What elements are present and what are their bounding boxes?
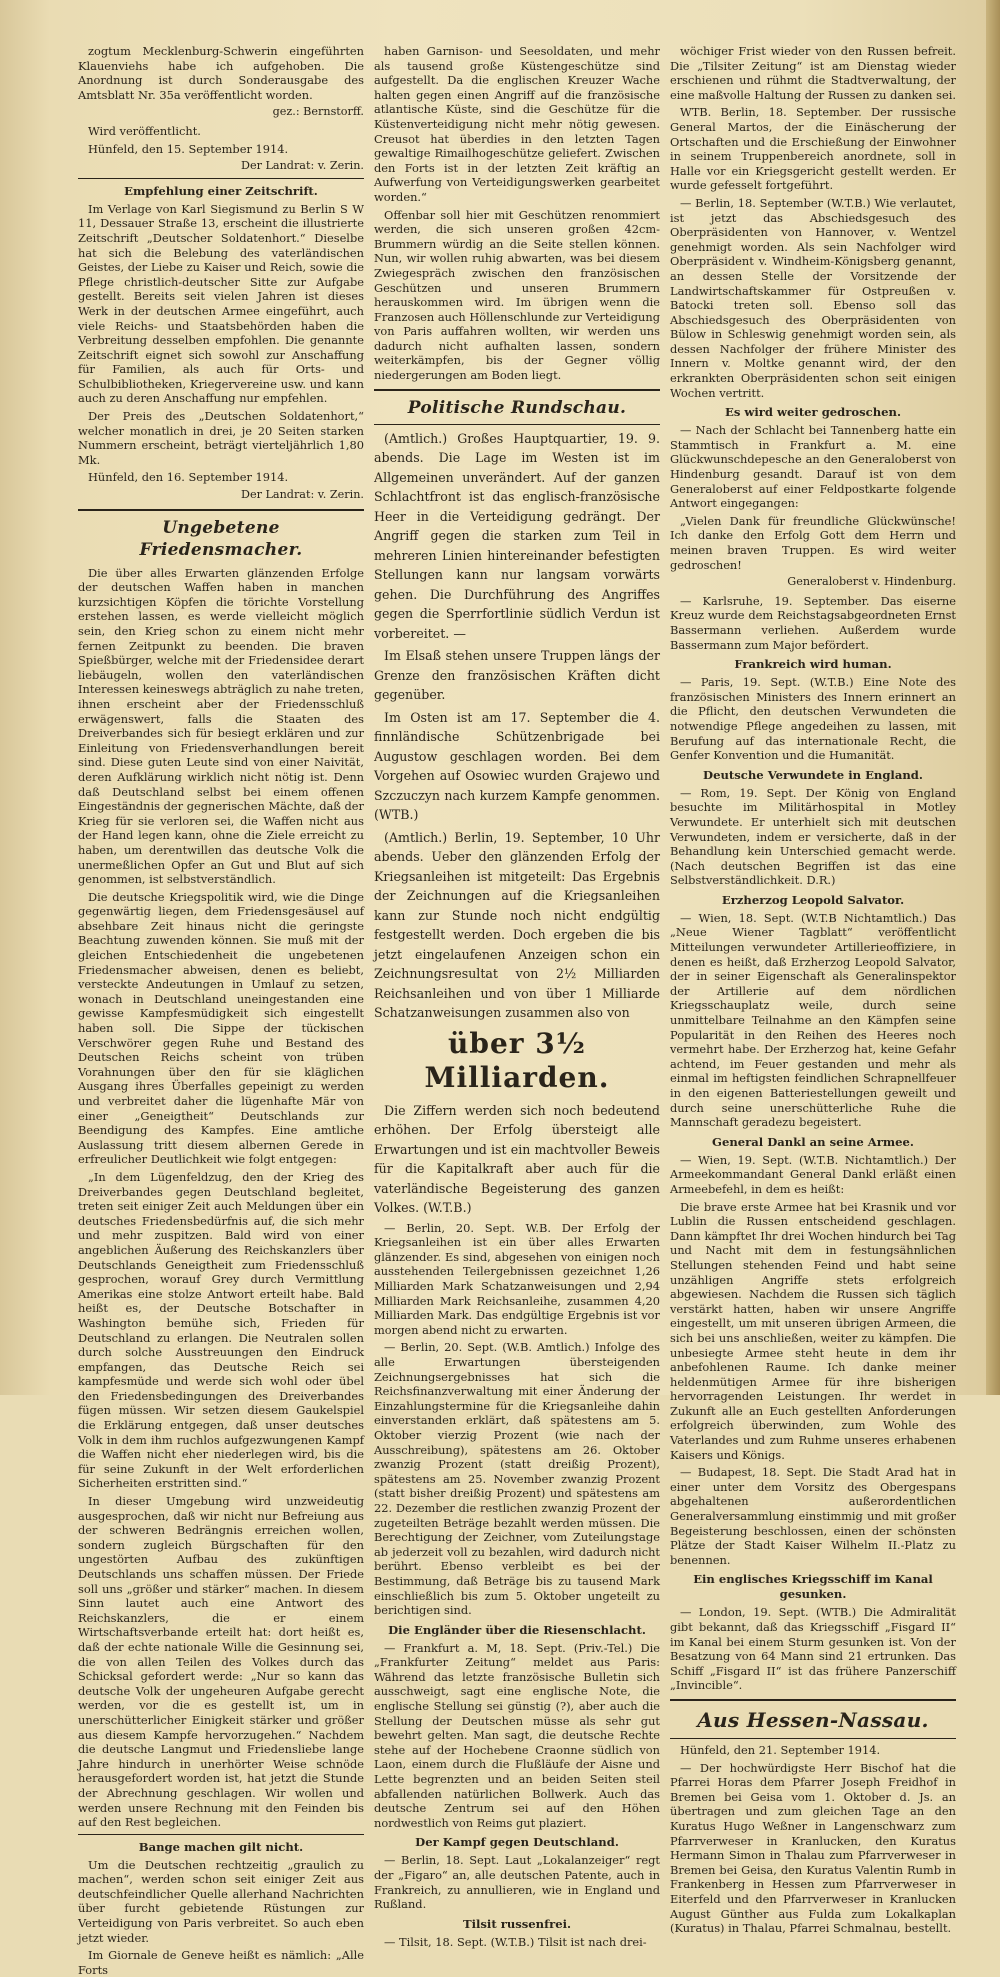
article-text: — London, 19. Sept. (WTB.) Die Admiralität gibt bekannt, daß das Kriegsschiff „Fisgard II“ im Kanal bei einem Sturm gesunken ist. Von der Besatzung von 64 Mann sind 21 ertrunken. Das Schiff „Fisgard II“ ist das frühere Panzerschiff „Invincible“. xyxy=(670,1605,956,1693)
divider xyxy=(374,424,660,425)
article-text: Die über alles Erwarten glänzenden Erfolge der deutschen Waffen haben in manchen kurzsichtigen Köpfen die törichte Vorstellung erstehen lassen, es werde vielleicht möglich sein, den Krieg schon zu einem nicht mehr fernen Zeitpunkt zu beenden. Die braven Spießbürger, welche mit der Friedensidee derart liebäugeln, wollen den vaterländischen Interessen keineswegs abträglich zu nahe treten, ihnen erscheint aber der Friedensschluß erwägenswert, falls die Staaten des Dreiverbandes sich für besiegt erklären und zur Einleitung von Friedensverhandlungen bereit sind. Diese guten Leute sind von einer Naivität, deren Aufklärung wirklich nicht nötig ist. Denn daß Deutschland selbst bei einem offenen Eingeständnis der gegnerischen Mächte, daß der Krieg für sie verloren sei, die Waffen nicht aus der Hand legen kann, ohne die Ziele erreicht zu haben, um derentwillen das deutsche Volk die unermeßlichen Opfer an Gut und Blut auf sich genommen, ist selbstverständlich. xyxy=(78,565,364,887)
columns xyxy=(78,44,966,1977)
section-heading: Frankreich wird human. xyxy=(734,657,892,672)
dateline: Hünfeld, den 15. September 1914. xyxy=(88,141,289,156)
article-text: — Budapest, 18. Sept. Die Stadt Arad hat in einer unter dem Vorsitz des Obergespans abgehaltenen außerordentlichen Generalversammlung einstimmig und mit großer Begeisterung beschlossen, einen der schönsten Plätze der Stadt Kaiser Wilhelm II.-Platz zu benennen. xyxy=(670,1465,956,1567)
article-text: — Wien, 18. Sept. (W.T.B Nichtamtlich.) Das „Neue Wiener Tagblatt“ veröffentlicht Mitteilungen verwundeter Artillerieoffiziere, in denen es heißt, daß Erzherzog Leopold Salvator, der in seiner Eigenschaft als Generalinspektor der Artillerie auf dem nördlichen Kriegsschauplatz weile, durch seine unmittelbare Teilnahme an den Kämpfen seine Popularität in den Reihen des Heeres noch vermehrt habe. Der Erzherzog hat, keine Gefahr achtend, im Feuer gestanden und mehr als einmal im heftigsten feindlichen Schrapnellfeuer in den eigenen Batteriestellungen geweilt und durch seine unerschütterliche Ruhe die Mannschaft geradezu begeistert. xyxy=(670,910,956,1130)
section-heading: Tilsit russenfrei. xyxy=(462,1916,572,1931)
quote-text: „In dem Lügenfeldzug, den der Krieg des Dreiverbandes gegen Deutschland begleitet, treten seit einiger Zeit auch Meldungen über ein deutsches Friedensbedürfnis auf, die sich mehr und mehr zuspitzen. Bald wird von einer angeblichen Äußerung des Reichskanzlers über Deutschlands Geneigtheit zum Friedensschluß gesprochen, worauf Grey durch Vermittlung Amerikas eine stolze Antwort erteilt habe. Bald heißt es, der Deutsche Botschafter in Washington bemühe sich, Frieden für Deutschland zu erlangen. Die Neutralen sollen durch solche Ausstreuungen den Eindruck empfangen, das Deutsche Reich sei kampfesmüde und werde sich wohl oder übel den Friedensbedingungen des Dreiverbandes fügen müssen. Wir setzen diesem Gaukelspiel die Erklärung entgegen, daß unser deutsches Volk in dem ihm ruchlos aufgezwungenen Kampf die Waffen nicht eher niederlegen wird, bis die für seine Zukunft in der Welt erforderlichen Sicherheiten erstritten sind.“ xyxy=(78,1169,364,1491)
section-heading: Ein englisches Kriegsschiff im Kanal gesunken. xyxy=(693,1572,933,1602)
signature: Generaloberst v. Hindenburg. xyxy=(787,575,956,589)
article-text: Der Preis des „Deutschen Soldatenhort,“ welcher monatlich in drei, je 20 Seiten starken Nummern erscheint, beträgt vierteljährlich 1,80 Mk. xyxy=(78,409,364,467)
article-text: — Paris, 19. Sept. (W.T.B.) Eine Note des französischen Ministers des Innern erinnert an die Pflicht, den deutschen Verwundeten die notwendige Pflege angedeihen zu lassen, mit Berufung auf das internationale Recht, die Genfer Konvention und die Humanität. xyxy=(670,675,956,763)
article-text: Im Verlage von Karl Siegismund zu Berlin S W 11, Dessauer Straße 13, erscheint die illustrierte Zeitschrift „Deutscher Soldatenhort.“ Dieselbe hat sich die Belebung des vaterländischen Geistes, der Liebe zu Kaiser und Reich, sowie die Pflege christlich-deutscher Sitte zur Aufgabe gestellt. Bereits seit vielen Jahren ist dieses Werk in der deutschen Armee eingeführt, auch viele Reichs- und Staatsbehörden haben die Verbreitung desselben empfohlen. Die genannte Zeitschrift eignet sich sowohl zur Anschaffung für Familien, als auch für Orts- und Schulbibliotheken, Kriegervereine usw. und kann auch zu deren Anschaffung nur empfehlen. xyxy=(78,201,364,406)
signature: Der Landrat: v. Zerin. xyxy=(241,159,364,173)
column-3 xyxy=(670,44,956,1936)
article-text: (Amtlich.) Berlin, 19. September, 10 Uhr abends. Ueber den glänzenden Erfolg der Kriegsanleihen ist mitgeteilt: Das Ergebnis der Zeichnungen auf die Kriegsanleihen kann zur Stunde noch nicht endgültig festgestellt werden. Doch ergeben die bis jetzt eingelaufenen Anzeigen schon ein Zeichnungsresultat von 2½ Milliarden Reichsanleihen und von über 1 Milliarde Schatzanweisungen zusammen also von xyxy=(374,829,660,1021)
article-text: Im Giornale de Geneve heißt es nämlich: „Alle Forts xyxy=(78,1948,364,1977)
article-text: Wird veröffentlicht. xyxy=(88,123,201,138)
binding-edge xyxy=(986,0,1000,1395)
divider xyxy=(374,389,660,391)
quote-text: Die brave erste Armee hat bei Krasnik und vor Lublin die Russen entscheidend geschlagen. Dann kämpftet Ihr drei Wochen hindurch bei Tag und Nacht mit dem in festungsähnlichen Stellungen stehenden Feind und habt seine unzähligen Angriffe stets erfolgreich abgewiesen. Nachdem die Russen sich täglich verstärkt hatten, haben wir unsere Angriffe eingestellt, um mit unseren übrigen Armeen, die sich bei uns anschließen, weiter zu kämpfen. Die unbesiegte Armee steht heute in dem ihr anbefohlenen Raume. Ich danke meiner heldenmütigen Armee für ihre bisherigen hervorragenden Leistungen. Ihr werdet in Zukunft alle an Euch gestellten Anforderungen erfolgreich überwinden, zum Wohle des Vaterlandes und zum Ruhme unseres erhabenen Kaisers und Königs. xyxy=(670,1199,956,1462)
section-heading: General Dankl an seine Armee. xyxy=(712,1134,914,1149)
article-text: — Nach der Schlacht bei Tannenberg hatte ein Stammtisch in Frankfurt a. M. eine Glückwunschdepesche an den Generaloberst von Hindenburg gesandt. Darauf ist von dem Generaloberst auf einer Feldpostkarte folgende Antwort eingegangen: xyxy=(670,423,956,511)
article-text: Um die Deutschen rechtzeitig „graulich zu machen“, werden schon seit einiger Zeit aus deutschfeindlicher Quelle allerhand Nachrichten über furcht gebietende Rüstungen zur Verteidigung von Paris verbreitet. So auch eben jetzt wieder. xyxy=(78,1857,364,1945)
article-heading: Politische Rundschau. xyxy=(407,397,627,418)
section-heading: Der Kampf gegen Deutschland. xyxy=(415,1835,619,1850)
article-text: WTB. Berlin, 18. September. Der russische General Martos, der die Einäscherung der Ortschaften und die Erschießung der Einwohner in seinem Truppenbereich anordnete, soll in Halle vor ein Kriegsgericht gestellt werden. Er wurde gefesselt fortgeführt. xyxy=(670,105,956,193)
divider xyxy=(78,1834,364,1835)
article-text: — Berlin, 18. Sept. Laut „Lokalanzeiger“ regt der „Figaro“ an, alle deutschen Patente, auch in Frankreich, zu annullieren, wie in England und Rußland. xyxy=(374,1853,660,1912)
section-heading: Es wird weiter gedroschen. xyxy=(725,405,901,420)
article-text: — Tilsit, 18. Sept. (W.T.B.) Tilsit ist nach drei- xyxy=(384,1934,647,1949)
section-heading: Deutsche Verwundete in England. xyxy=(703,767,923,782)
section-heading: Bange machen gilt nicht. xyxy=(138,1839,304,1854)
article-text: — Berlin, 18. September (W.T.B.) Wie verlautet, ist jetzt das Abschiedsgesuch des Oberpräsidenten von Hannover, v. Wentzel genehmigt worden. Als sein Nachfolger wird Oberpräsident v. Windheim-Königsberg genannt, an dessen Stelle der Vorsitzende der Landwirtschaftskammer für Ostpreußen v. Batocki treten soll. Ebenso soll das Abschiedsgesuch des Oberpräsidenten von Bülow in Schleswig genehmigt worden sein, als dessen Nachfolger der frühere Minister des Innern v. Moltke genannt wird, der den erkrankten Oberpräsidenten schon seit einigen Wochen vertritt. xyxy=(670,195,956,400)
article-text: wöchiger Frist wieder von den Russen befreit. Die „Tilsiter Zeitung“ ist am Dienstag wieder erschienen und rühmt die Stadtverwaltung, der eine maßvolle Haltung der Russen zu danken sei. xyxy=(670,44,956,102)
article-text: In dieser Umgebung wird unzweideutig ausgesprochen, daß wir nicht nur Befreiung aus der schweren Bedrängnis erreichen wollen, sondern zugleich Bürgschaften für den ungestörten Aufbau des zukünftigen Deutschlands uns schaffen müssen. Der Friede soll uns „größer und stärker“ machen. In diesem Sinn lautet auch eine Antwort des Reichskanzlers, die er einem Wirtschaftsverbande erteilt hat: dort heißt es, daß der echte nationale Wille die Gesinnung sei, die von allen Teilen des Volkes durch das Schicksal gefordert werde: „Nur so kann das deutsche Volk der ungeheuren Aufgabe gerecht werden, vor die es gestellt ist, um in unerschütterlicher Einigkeit stärker und größer aus diesem Kampfe hervorzugehen.“ Nachdem die deutsche Langmut und Friedensliebe lange Jahre hindurch in unerhörter Weise schnöde herausgefordert worden ist, hat jetzt die Stunde der Abrechnung geschlagen. Wir wollen und werden unsere Rechnung mit den Feinden bis auf den Rest begleichen. xyxy=(78,1494,364,1830)
section-heading: Erzherzog Leopold Salvator. xyxy=(721,892,905,907)
article-text: Offenbar soll hier mit Geschützen renommiert werden, die sich unseren großen 42cm-Brummern würdig an die Seite stellen können. Nun, wir wollen ruhig abwarten, was bei diesem Zwiegespräch zwischen den französischen Geschützen und unseren Brummern herauskommen wird. Im übrigen wenn die Franzosen auch Höllenschlunde zur Verteidigung von Paris auffahren wollten, wir werden uns dadurch nicht aufhalten lassen, sondern weiterkämpfen, bis der Gegner völlig niedergerungen am Boden liegt. xyxy=(374,207,660,383)
article-text: (Amtlich.) Großes Hauptquartier, 19. 9. abends. Die Lage im Westen ist im Allgemeinen unverändert. Auf der ganzen Schlachtfront ist das englisch-französische Heer in die Verteidigung gedrängt. Der Angriff gegen die starken zum Teil in mehreren Linien hintereinander befestigten Stellungen kann nur langsam vorwärts gehen. Die Durchführung des Angriffes gegen die Sperrfortlinie südlich Verdun ist vorbereitet. — xyxy=(374,430,660,641)
divider xyxy=(78,509,364,511)
article-heading: Aus Hessen-Nassau. xyxy=(697,1707,929,1732)
article-heading: Ungebetene Friedensmacher. xyxy=(139,517,303,560)
divider xyxy=(670,1738,956,1739)
signature: gez.: Bernstorff. xyxy=(272,105,364,119)
article-text: — Frankfurt a. M, 18. Sept. (Priv.-Tel.) Die „Frankfurter Zeitung“ meldet aus Paris: Während das letzte französische Bulletin sich ausschweigt, sagt eine englische Note, die englische Stellung sei günstig (?), aber auch die Stellung der Deutschen müsse als sehr gut bewehrt gelten. Man sagt, die deutsche Rechte stehe auf der Hochebene Craonne südlich von Laon, einem durch die Flußläufe der Aisne und Lette begrenzten und an beiden Seiten steil abfallenden natürlichen Bollwerk. Auch das deutsche Zentrum sei auf den Höhen nordwestlich von Reims gut plaziert. xyxy=(374,1640,660,1830)
article-text: haben Garnison- und Seesoldaten, und mehr als tausend große Küstengeschütze sind aufgestellt. Da die englischen Kreuzer Wache halten gegen einen Angriff auf die französische atlantische Küste, sind die Geschütze für die Küstenverteidigung nicht mehr nötig gewesen. Creusot hat überdies in den letzten Tagen gewaltige Rimailhogeschütze geliefert. Zwischen den Forts ist in der letzten Zeit kräftig an Aufwerfung von Verteidigungswerken gearbeitet worden.“ xyxy=(374,44,660,204)
quote-text: „Vielen Dank für freundliche Glückwünsche! Ich danke den Erfolg Gott dem Herrn und meinen braven Truppen. Es wird weiter gedroschen! xyxy=(670,513,956,572)
article-text: — Wien, 19. Sept. (W.T.B. Nichtamtlich.) Der Armeekommandant General Dankl erläßt einen Armeebefehl, in dem es heißt: xyxy=(670,1152,956,1196)
section-heading: Die Engländer über die Riesenschlacht. xyxy=(388,1622,646,1637)
headline-amount: über 3½ Milliarden. xyxy=(424,1026,610,1094)
dateline: Hünfeld, den 21. September 1914. xyxy=(680,1742,881,1757)
column-1 xyxy=(78,44,364,1977)
article-text: zogtum Mecklenburg-Schwerin eingeführten Klauenviehs habe ich aufgehoben. Die Anordnung ist durch Sonderausgabe des Amtsblatt Nr. 35a veröffentlicht worden. xyxy=(78,44,364,102)
article-text: — Berlin, 20. Sept. (W.B. Amtlich.) Infolge des alle Erwartungen übersteigenden Zeichnungsergebnisses hat sich die Reichsfinanzverwaltung mit einer Änderung der Einzahlungstermine für die Kriegsanleihe dahin einverstanden erklärt, daß spätestens am 5. Oktober vierzig Prozent (wie nach der Ausschreibung), spätestens am 26. Oktober zwanzig Prozent (statt dreißig Prozent), spätestens am 25. November zwanzig Prozent (statt bisher dreißig Prozent) und spätestens am 22. Dezember die restlichen zwanzig Prozent der zugeteilten Beträge bezahlt werden müssen. Die Berechtigung der Zeichner, vom Zuteilungstage ab jederzeit voll zu bezahlen, wird dadurch nicht berührt. Ebenso verbleibt es bei der Bestimmung, daß Beträge bis zu tausend Mark einschließlich bis zum 5. Oktober ungeteilt zu berichtigen sind. xyxy=(374,1340,660,1618)
dateline: Hünfeld, den 16. September 1914. xyxy=(88,470,289,485)
article-text: Die Ziffern werden sich noch bedeutend erhöhen. Der Erfolg übersteigt alle Erwartungen und ist ein machtvoller Beweis für die Kapitalkraft aber auch für die vaterländische Begeisterung des ganzen Volkes. (W.T.B.) xyxy=(374,1102,660,1216)
article-text: — Der hochwürdigste Herr Bischof hat die Pfarrei Horas dem Pfarrer Joseph Freidhof in Bremen bei Geisa vom 1. Oktober d. Js. an übertragen und zum gleichen Tage an den Kuratus Hugo Weßner in Langenschwarz zum Pfarrverweser in Kranlucken, den Kuratus Hermann Simon in Thalau zum Pfarrverweser in Bremen bei Geisa, den Kuratus Valentin Rumb in Frankenberg in Hessen zum Pfarrverweser in Eiterfeld und den Pfarrverweser in Kranlucken August Günther aus Fulda zum Lokalkaplan (Kuratus) in Thalau, Pfarrei Schmalnau, bestellt. xyxy=(670,1760,956,1936)
divider xyxy=(670,1699,956,1701)
article-text: — Rom, 19. Sept. Der König von England besuchte im Militärhospital in Motley Verwundete. Er unterhielt sich mit deutschen Verwundeten, indem er versicherte, daß in der Behandlung kein Unterschied gemacht werde. (Nach deutschen Begriffen ist das eine Selbstverständlichkeit. D.R.) xyxy=(670,785,956,888)
article-text: Im Osten ist am 17. September die 4. finnländische Schützenbrigade bei Augustow geschlagen worden. Bei dem Vorgehen auf Osowiec wurden Grajewo und Szczuczyn nach kurzem Kampfe genommen. (WTB.) xyxy=(374,709,660,823)
signature: Der Landrat: v. Zerin. xyxy=(241,488,364,502)
article-text: Im Elsaß stehen unsere Truppen längs der Grenze den französischen Kräften dicht gegenüber. xyxy=(374,648,660,703)
article-text: — Berlin, 20. Sept. W.B. Der Erfolg der Kriegsanleihen ist ein über alles Erwarten glänzender. Es sind, abgesehen von einigen noch ausstehenden Teilergebnissen gezeichnet 1,26 Milliarden Mark Schatzanweisungen und 2,94 Milliarden Mark Reichsanleihe, zusammen 4,20 Milliarden Mark. Das endgültige Ergebnis ist vor morgen abend nicht zu erwarten. xyxy=(374,1220,660,1337)
column-2 xyxy=(374,44,660,1949)
divider xyxy=(78,178,364,179)
article-text: Die deutsche Kriegspolitik wird, wie die Dinge gegenwärtig liegen, dem Friedensgesäusel auf absehbare Zeit hinaus nicht die geringste Beachtung zuwenden können. Sie muß mit der gleichen Entschiedenheit die ungebetenen Friedensmacher abweisen, denen es beliebt, versteckte Andeutungen in Umlauf zu setzen, wonach in Deutschland uneingestanden eine gewisse Kampfesmüdigkeit sich eingestellt haben soll. Die Sippe der tückischen Verschwörer gegen Ruhe und Bestand des Deutschen Reichs scheint von trüben Vorahnungen über den für sie kläglichen Ausgang ihres Überfalles gepeinigt zu werden und verbreitet daher die lügenhafte Mär von einer „Geneigtheit“ Deutschlands zur Beendigung des Kampfes. Eine amtliche Auslassung tritt diesem albernen Gerede in erfreulicher Deutlichkeit wie folgt entgegen: xyxy=(78,889,364,1167)
section-heading: Empfehlung einer Zeitschrift. xyxy=(124,183,318,198)
article-text: — Karlsruhe, 19. September. Das eiserne Kreuz wurde dem Reichstagsabgeordneten Ernst Bassermann verliehen. Außerdem wurde Bassermann zum Major befördert. xyxy=(670,593,956,652)
